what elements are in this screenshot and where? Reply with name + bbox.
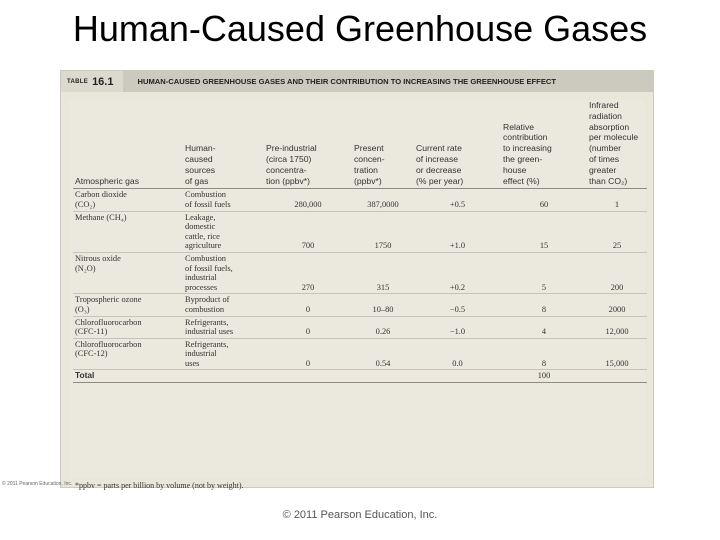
table-footnote: *ppbv = parts per billion by volume (not by weight). — [75, 481, 244, 490]
table-copyright: © 2011 Pearson Education, Inc. — [2, 481, 73, 487]
source-cell: Combustion of fossil fuels, industrial processes — [183, 252, 264, 293]
table-label-number: 16.1 — [92, 75, 114, 88]
empty-cell — [183, 370, 264, 383]
table-panel — [60, 70, 654, 488]
table-header-bar — [61, 71, 653, 92]
preindustrial-cell: 700 — [264, 211, 352, 252]
table-label-word: TABLE — [67, 78, 89, 85]
column-header: Relative contribution to increasing the green- house effect (%) — [501, 100, 587, 189]
present-cell: 387,0000 — [352, 189, 414, 211]
source-cell: Refrigerants, industrial uses — [183, 316, 264, 338]
empty-cell — [264, 370, 352, 383]
total-row — [73, 370, 647, 383]
present-cell: 0.26 — [352, 316, 414, 338]
preindustrial-cell: 0 — [264, 316, 352, 338]
gas-name-cell: Chlorofluorocarbon (CFC-12) — [73, 338, 183, 370]
absorption-cell: 200 — [587, 252, 647, 293]
contribution-cell: 4 — [501, 316, 587, 338]
rate-cell: +0.5 — [414, 189, 501, 211]
absorption-cell: 1 — [587, 189, 647, 211]
gas-name-cell: Chlorofluorocarbon (CFC-11) — [73, 316, 183, 338]
table-row — [73, 338, 647, 370]
column-header: Current rate of increase or decrease (% per year) — [414, 100, 501, 189]
preindustrial-cell: 280,000 — [264, 189, 352, 211]
contribution-cell: 60 — [501, 189, 587, 211]
gas-name-cell: Nitrous oxide (N₂O) — [73, 252, 183, 293]
rate-cell: −0.5 — [414, 294, 501, 316]
slide-title: Human-Caused Greenhouse Gases — [72, 8, 648, 49]
table-number-badge — [61, 71, 123, 92]
column-header: Present concen- tration (ppbv*) — [352, 100, 414, 189]
contribution-cell: 5 — [501, 252, 587, 293]
source-cell: Refrigerants, industrial uses — [183, 338, 264, 370]
gas-name-cell: Tropospheric ozone (O₃) — [73, 294, 183, 316]
absorption-cell: 12,000 — [587, 316, 647, 338]
source-cell: Byproduct of combustion — [183, 294, 264, 316]
rate-cell: −1.0 — [414, 316, 501, 338]
table-header-row — [73, 100, 647, 189]
contribution-cell: 15 — [501, 211, 587, 252]
column-header: Human- caused sources of gas — [183, 100, 264, 189]
table-row — [73, 316, 647, 338]
table-row — [73, 252, 647, 293]
slide-footer-copyright: © 2011 Pearson Education, Inc. — [282, 509, 438, 521]
present-cell: 315 — [352, 252, 414, 293]
present-cell: 10–80 — [352, 294, 414, 316]
empty-cell — [587, 370, 647, 383]
table-row — [73, 294, 647, 316]
contribution-cell: 8 — [501, 338, 587, 370]
contribution-cell: 8 — [501, 294, 587, 316]
present-cell: 0.54 — [352, 338, 414, 370]
table-body-area — [69, 100, 645, 490]
total-label: Total — [73, 370, 183, 383]
absorption-cell: 25 — [587, 211, 647, 252]
column-header: Infrared radiation absorption per molecule (number of times greater than CO₂) — [587, 100, 647, 189]
source-cell: Leakage, domestic cattle, rice agriculture — [183, 211, 264, 252]
table-caption: HUMAN-CAUSED GREENHOUSE GASES AND THEIR CONTRIBUTION TO INCREASING THE GREENHOUSE EFFECT — [137, 77, 557, 86]
column-header: Pre-industrial (circa 1750) concentra- tion (ppbv*) — [264, 100, 352, 189]
gas-name-cell: Carbon dioxide (CO₂) — [73, 189, 183, 211]
greenhouse-gas-table — [73, 100, 647, 383]
preindustrial-cell: 270 — [264, 252, 352, 293]
empty-cell — [352, 370, 414, 383]
absorption-cell: 2000 — [587, 294, 647, 316]
source-cell: Combustion of fossil fuels — [183, 189, 264, 211]
preindustrial-cell: 0 — [264, 338, 352, 370]
table-row — [73, 189, 647, 211]
column-header: Atmospheric gas — [73, 100, 183, 189]
rate-cell: +1.0 — [414, 211, 501, 252]
preindustrial-cell: 0 — [264, 294, 352, 316]
rate-cell: 0.0 — [414, 338, 501, 370]
gas-name-cell: Methane (CH₄) — [73, 211, 183, 252]
total-value: 100 — [501, 370, 587, 383]
absorption-cell: 15,000 — [587, 338, 647, 370]
present-cell: 1750 — [352, 211, 414, 252]
table-row — [73, 211, 647, 252]
empty-cell — [414, 370, 501, 383]
rate-cell: +0.2 — [414, 252, 501, 293]
